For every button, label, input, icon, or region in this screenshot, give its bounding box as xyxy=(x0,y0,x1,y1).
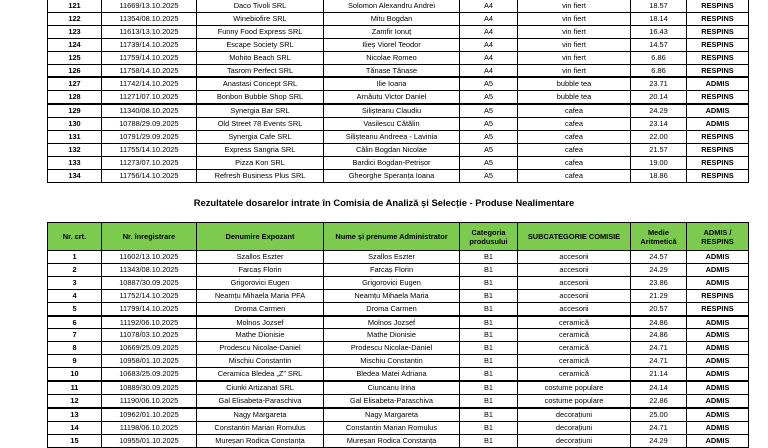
status-cell: ADMIS xyxy=(687,316,749,329)
exhibitor-name-cell: Mathe Dionisie xyxy=(197,329,324,342)
average-score-cell: 20.14 xyxy=(631,91,687,104)
status-cell: ADMIS xyxy=(687,329,749,342)
product-category-cell: B1 xyxy=(460,434,518,447)
row-number-cell: 121 xyxy=(48,0,102,12)
status-cell: RESPINS xyxy=(687,0,749,12)
table-row xyxy=(48,38,749,51)
table-row xyxy=(48,394,749,407)
product-category-cell: A5 xyxy=(460,156,518,169)
exhibitor-name-cell: Tasrom Perfect SRL xyxy=(197,64,324,77)
administrator-name-cell: Constantin Marian Romulus xyxy=(324,421,460,434)
subcategory-cell: decorațiuni xyxy=(518,421,631,434)
administrator-name-cell: Arnăutu Victor Daniel xyxy=(324,91,460,104)
administrator-name-cell: Mitu Bogdan xyxy=(324,12,460,25)
status-cell: ADMIS xyxy=(687,276,749,289)
status-cell: ADMIS xyxy=(687,77,749,90)
registration-number-cell: 11343/08.10.2025 xyxy=(102,263,197,276)
table-row xyxy=(48,25,749,38)
row-number-cell: 13 xyxy=(48,408,102,421)
product-category-cell: A5 xyxy=(460,169,518,182)
administrator-name-cell: Grigorovici Eugen xyxy=(324,276,460,289)
table-row xyxy=(48,289,749,302)
table-row xyxy=(48,276,749,289)
exhibitor-name-cell: Szallos Eszter xyxy=(197,251,324,264)
administrator-name-cell: Zamfir Ionuț xyxy=(324,25,460,38)
product-category-cell: A5 xyxy=(460,77,518,90)
row-number-cell: 7 xyxy=(48,329,102,342)
table-row xyxy=(48,381,749,394)
status-cell: RESPINS xyxy=(687,51,749,64)
average-score-cell: 18.57 xyxy=(631,0,687,12)
subcategory-cell: vin fiert xyxy=(518,12,631,25)
row-number-cell: 10 xyxy=(48,368,102,381)
row-number-cell: 130 xyxy=(48,118,102,131)
administrator-name-cell: Nagy Margareta xyxy=(324,408,460,421)
exhibitor-name-cell: Express Sangria SRL xyxy=(197,143,324,156)
results-table-nonfood xyxy=(47,222,749,448)
table-row xyxy=(48,64,749,77)
exhibitor-name-cell: Grigorovici Eugen xyxy=(197,276,324,289)
average-score-cell: 6.86 xyxy=(631,64,687,77)
status-cell: ADMIS xyxy=(687,381,749,394)
average-score-cell: 21.29 xyxy=(631,289,687,302)
exhibitor-name-cell: Constantin Marian Romulus xyxy=(197,421,324,434)
section-caption: Rezultatele dosarelor intrate în Comisia de Analiză și Selecție - Produse Nealimentare xyxy=(193,197,575,208)
header-nr: Nr. crt. xyxy=(48,223,102,251)
administrator-name-cell: Tănase Tănase xyxy=(324,64,460,77)
subcategory-cell: cafea xyxy=(518,131,631,144)
product-category-cell: A4 xyxy=(460,64,518,77)
average-score-cell: 18.86 xyxy=(631,169,687,182)
status-cell: RESPINS xyxy=(687,302,749,315)
administrator-name-cell: Farcaș Florin xyxy=(324,263,460,276)
average-score-cell: 24.71 xyxy=(631,355,687,368)
subcategory-cell: ceramică xyxy=(518,316,631,329)
exhibitor-name-cell: Molnos Jozsef xyxy=(197,316,324,329)
status-cell: RESPINS xyxy=(687,91,749,104)
administrator-name-cell: Siliștеanu Andreea - Lavinia xyxy=(324,131,460,144)
average-score-cell: 20.57 xyxy=(631,302,687,315)
registration-number-cell: 10887/30.09.2025 xyxy=(102,276,197,289)
subcategory-cell: vin fiert xyxy=(518,38,631,51)
subcategory-cell: cafea xyxy=(518,169,631,182)
row-number-cell: 124 xyxy=(48,38,102,51)
header-average: Medie Aritmetică xyxy=(631,223,687,251)
row-number-cell: 1 xyxy=(48,251,102,264)
row-number-cell: 129 xyxy=(48,104,102,117)
table-row xyxy=(48,329,749,342)
status-cell: ADMIS xyxy=(687,342,749,355)
status-cell: ADMIS xyxy=(687,368,749,381)
exhibitor-name-cell: Old Street 78 Events SRL xyxy=(197,118,324,131)
exhibitor-name-cell: Farcaș Florin xyxy=(197,263,324,276)
status-cell: RESPINS xyxy=(687,289,749,302)
product-category-cell: A5 xyxy=(460,91,518,104)
product-category-cell: A4 xyxy=(460,0,518,12)
average-score-cell: 23.71 xyxy=(631,77,687,90)
registration-number-cell: 11752/14.10.2025 xyxy=(102,289,197,302)
registration-number-cell: 11340/08.10.2025 xyxy=(102,104,197,117)
product-category-cell: B1 xyxy=(460,329,518,342)
table-row xyxy=(48,302,749,315)
average-score-cell: 23.14 xyxy=(631,118,687,131)
exhibitor-name-cell: Funny Food Express SRL xyxy=(197,25,324,38)
administrator-name-cell: Prodescu Nicolae-Daniel xyxy=(324,342,460,355)
average-score-cell: 22.86 xyxy=(631,394,687,407)
header-exhibitor: Denumire Expozant xyxy=(197,223,324,251)
registration-number-cell: 11190/06.10.2025 xyxy=(102,394,197,407)
table-row xyxy=(48,104,749,117)
administrator-name-cell: Gal Elisabeta-Paraschiva xyxy=(324,394,460,407)
row-number-cell: 131 xyxy=(48,131,102,144)
table-row xyxy=(48,77,749,90)
subcategory-cell: decorațiuni xyxy=(518,434,631,447)
header-administrator: Nume și prenume Administrator xyxy=(324,223,460,251)
registration-number-cell: 11739/14.10.2025 xyxy=(102,38,197,51)
row-number-cell: 128 xyxy=(48,91,102,104)
product-category-cell: A4 xyxy=(460,51,518,64)
header-status: ADMIS / RESPINS xyxy=(687,223,749,251)
product-category-cell: B1 xyxy=(460,263,518,276)
average-score-cell: 19.00 xyxy=(631,156,687,169)
status-cell: RESPINS xyxy=(687,38,749,51)
exhibitor-name-cell: Prodescu Nicolae-Daniel xyxy=(197,342,324,355)
status-cell: RESPINS xyxy=(687,12,749,25)
administrator-name-cell: Ilieș Viorel Teodor xyxy=(324,38,460,51)
average-score-cell: 21.57 xyxy=(631,143,687,156)
table-row xyxy=(48,118,749,131)
table-row xyxy=(48,355,749,368)
status-cell: RESPINS xyxy=(687,143,749,156)
registration-number-cell: 10669/25.09.2025 xyxy=(102,342,197,355)
average-score-cell: 24.29 xyxy=(631,434,687,447)
row-number-cell: 9 xyxy=(48,355,102,368)
average-score-cell: 24.14 xyxy=(631,381,687,394)
product-category-cell: A5 xyxy=(460,118,518,131)
administrator-name-cell: Neamțu Mihaela Maria xyxy=(324,289,460,302)
product-category-cell: A5 xyxy=(460,143,518,156)
average-score-cell: 24.86 xyxy=(631,329,687,342)
header-category: Categoria produsului xyxy=(460,223,518,251)
exhibitor-name-cell: Pizza Kon SRL xyxy=(197,156,324,169)
average-score-cell: 23.86 xyxy=(631,276,687,289)
registration-number-cell: 10683/25.09.2025 xyxy=(102,368,197,381)
product-category-cell: B1 xyxy=(460,381,518,394)
administrator-name-cell: Droma Carmen xyxy=(324,302,460,315)
registration-number-cell: 10791/29.09.2025 xyxy=(102,131,197,144)
registration-number-cell: 11669/13.10.2025 xyxy=(102,0,197,12)
row-number-cell: 122 xyxy=(48,12,102,25)
administrator-name-cell: Călin Bogdan Nicolae xyxy=(324,143,460,156)
average-score-cell: 21.14 xyxy=(631,368,687,381)
administrator-name-cell: Molnos Jozsef xyxy=(324,316,460,329)
subcategory-cell: accesorii xyxy=(518,276,631,289)
product-category-cell: A4 xyxy=(460,25,518,38)
row-number-cell: 123 xyxy=(48,25,102,38)
subcategory-cell: accesorii xyxy=(518,302,631,315)
product-category-cell: B1 xyxy=(460,368,518,381)
product-category-cell: A5 xyxy=(460,104,518,117)
status-cell: ADMIS xyxy=(687,434,749,447)
product-category-cell: B1 xyxy=(460,302,518,315)
administrator-name-cell: Bardici Bogdan-Petrișor xyxy=(324,156,460,169)
product-category-cell: B1 xyxy=(460,408,518,421)
row-number-cell: 133 xyxy=(48,156,102,169)
table-row xyxy=(48,368,749,381)
status-cell: RESPINS xyxy=(687,156,749,169)
exhibitor-name-cell: Daco Tivoli SRL xyxy=(197,0,324,12)
subcategory-cell: ceramică xyxy=(518,342,631,355)
exhibitor-name-cell: Mischiu Constantin xyxy=(197,355,324,368)
subcategory-cell: ceramică xyxy=(518,329,631,342)
subcategory-cell: vin fiert xyxy=(518,0,631,12)
registration-number-cell: 10962/01.10.2025 xyxy=(102,408,197,421)
subcategory-cell: vin fiert xyxy=(518,25,631,38)
administrator-name-cell: Nicolae Romeo xyxy=(324,51,460,64)
subcategory-cell: cafea xyxy=(518,104,631,117)
row-number-cell: 3 xyxy=(48,276,102,289)
row-number-cell: 125 xyxy=(48,51,102,64)
registration-number-cell: 10889/30.09.2025 xyxy=(102,381,197,394)
table-row xyxy=(48,263,749,276)
subcategory-cell: costume populare xyxy=(518,381,631,394)
subcategory-cell: vin fiert xyxy=(518,51,631,64)
registration-number-cell: 11198/06.10.2025 xyxy=(102,421,197,434)
row-number-cell: 6 xyxy=(48,316,102,329)
table-row xyxy=(48,156,749,169)
registration-number-cell: 11354/08.10.2025 xyxy=(102,12,197,25)
table-row xyxy=(48,169,749,182)
subcategory-cell: cafea xyxy=(518,143,631,156)
average-score-cell: 25.00 xyxy=(631,408,687,421)
administrator-name-cell: Ciuncanu Irina xyxy=(324,381,460,394)
subcategory-cell: bubble tea xyxy=(518,91,631,104)
product-category-cell: B1 xyxy=(460,316,518,329)
status-cell: RESPINS xyxy=(687,169,749,182)
product-category-cell: B1 xyxy=(460,394,518,407)
registration-number-cell: 11759/14.10.2025 xyxy=(102,51,197,64)
administrator-name-cell: Mathe Dionisie xyxy=(324,329,460,342)
registration-number-cell: 11078/03.10.2025 xyxy=(102,329,197,342)
status-cell: ADMIS xyxy=(687,355,749,368)
status-cell: ADMIS xyxy=(687,251,749,264)
product-category-cell: B1 xyxy=(460,276,518,289)
administrator-name-cell: Mischiu Constantin xyxy=(324,355,460,368)
exhibitor-name-cell: Anastasi Concept SRL xyxy=(197,77,324,90)
average-score-cell: 18.14 xyxy=(631,12,687,25)
registration-number-cell: 10788/29.09.2025 xyxy=(102,118,197,131)
row-number-cell: 4 xyxy=(48,289,102,302)
average-score-cell: 24.71 xyxy=(631,342,687,355)
table-row xyxy=(48,0,749,12)
table-row xyxy=(48,342,749,355)
registration-number-cell: 10955/01.10.2025 xyxy=(102,434,197,447)
row-number-cell: 11 xyxy=(48,381,102,394)
status-cell: RESPINS xyxy=(687,25,749,38)
product-category-cell: B1 xyxy=(460,289,518,302)
average-score-cell: 14.57 xyxy=(631,38,687,51)
row-number-cell: 12 xyxy=(48,394,102,407)
exhibitor-name-cell: Ceramica Bledea „Z” SRL xyxy=(197,368,324,381)
average-score-cell: 24.86 xyxy=(631,316,687,329)
status-cell: ADMIS xyxy=(687,408,749,421)
row-number-cell: 2 xyxy=(48,263,102,276)
status-cell: ADMIS xyxy=(687,421,749,434)
table-header-row xyxy=(48,223,749,251)
average-score-cell: 24.71 xyxy=(631,421,687,434)
administrator-name-cell: Gheorghe Speranța Ioana xyxy=(324,169,460,182)
header-registration: Nr. înregistrare xyxy=(102,223,197,251)
registration-number-cell: 11758/14.10.2025 xyxy=(102,64,197,77)
subcategory-cell: cafea xyxy=(518,156,631,169)
header-subcategory: SUBCATEGORIE COMISIE xyxy=(518,223,631,251)
subcategory-cell: decorațiuni xyxy=(518,408,631,421)
administrator-name-cell: Bledea Matei Adriana xyxy=(324,368,460,381)
results-table-food xyxy=(47,0,749,183)
row-number-cell: 5 xyxy=(48,302,102,315)
subcategory-cell: ceramică xyxy=(518,368,631,381)
table-row xyxy=(48,421,749,434)
administrator-name-cell: Solomon Alexandru Andrei xyxy=(324,0,460,12)
administrator-name-cell: Szallos Eszter xyxy=(324,251,460,264)
registration-number-cell: 11755/14.10.2025 xyxy=(102,143,197,156)
average-score-cell: 22.00 xyxy=(631,131,687,144)
exhibitor-name-cell: Droma Carmen xyxy=(197,302,324,315)
status-cell: ADMIS xyxy=(687,118,749,131)
registration-number-cell: 11192/06.10.2025 xyxy=(102,316,197,329)
subcategory-cell: accesorii xyxy=(518,289,631,302)
row-number-cell: 15 xyxy=(48,434,102,447)
table-row xyxy=(48,12,749,25)
subcategory-cell: ceramică xyxy=(518,355,631,368)
row-number-cell: 126 xyxy=(48,64,102,77)
registration-number-cell: 11742/14.10.2025 xyxy=(102,77,197,90)
row-number-cell: 8 xyxy=(48,342,102,355)
table-row xyxy=(48,131,749,144)
exhibitor-name-cell: Mureșan Rodica Constanța xyxy=(197,434,324,447)
registration-number-cell: 11756/14.10.2025 xyxy=(102,169,197,182)
exhibitor-name-cell: Neamțu Mihaela Maria PFA xyxy=(197,289,324,302)
registration-number-cell: 11799/14.10.2025 xyxy=(102,302,197,315)
exhibitor-name-cell: Refresh Business Plus SRL xyxy=(197,169,324,182)
subcategory-cell: costume populare xyxy=(518,394,631,407)
subcategory-cell: vin fiert xyxy=(518,64,631,77)
exhibitor-name-cell: Gal Elisabeta-Paraschiva xyxy=(197,394,324,407)
status-cell: ADMIS xyxy=(687,263,749,276)
average-score-cell: 24.57 xyxy=(631,251,687,264)
exhibitor-name-cell: Winebiofire SRL xyxy=(197,12,324,25)
subcategory-cell: accesorii xyxy=(518,263,631,276)
status-cell: ADMIS xyxy=(687,104,749,117)
subcategory-cell: bubble tea xyxy=(518,77,631,90)
administrator-name-cell: Ilie Ioana xyxy=(324,77,460,90)
product-category-cell: A5 xyxy=(460,131,518,144)
table-row xyxy=(48,91,749,104)
product-category-cell: A4 xyxy=(460,38,518,51)
table-row xyxy=(48,51,749,64)
registration-number-cell: 11602/13.10.2025 xyxy=(102,251,197,264)
exhibitor-name-cell: Bonbon Bubble Shop SRL xyxy=(197,91,324,104)
exhibitor-name-cell: Nagy Margareta xyxy=(197,408,324,421)
exhibitor-name-cell: Ciunki Artizanat SRL xyxy=(197,381,324,394)
exhibitor-name-cell: Synergia Bar SRL xyxy=(197,104,324,117)
average-score-cell: 24.29 xyxy=(631,263,687,276)
table-row xyxy=(48,143,749,156)
exhibitor-name-cell: Escape Society SRL xyxy=(197,38,324,51)
row-number-cell: 132 xyxy=(48,143,102,156)
row-number-cell: 134 xyxy=(48,169,102,182)
registration-number-cell: 11613/13.10.2025 xyxy=(102,25,197,38)
row-number-cell: 14 xyxy=(48,421,102,434)
subcategory-cell: accesorii xyxy=(518,251,631,264)
product-category-cell: B1 xyxy=(460,251,518,264)
table-row xyxy=(48,251,749,264)
exhibitor-name-cell: Synergia Cafe SRL xyxy=(197,131,324,144)
average-score-cell: 16.43 xyxy=(631,25,687,38)
administrator-name-cell: Siliștеanu Claudiu xyxy=(324,104,460,117)
row-number-cell: 127 xyxy=(48,77,102,90)
exhibitor-name-cell: Mohito Beach SRL xyxy=(197,51,324,64)
product-category-cell: B1 xyxy=(460,355,518,368)
average-score-cell: 6.86 xyxy=(631,51,687,64)
product-category-cell: A4 xyxy=(460,12,518,25)
status-cell: RESPINS xyxy=(687,64,749,77)
average-score-cell: 24.29 xyxy=(631,104,687,117)
registration-number-cell: 11271/07.10.2025 xyxy=(102,91,197,104)
subcategory-cell: cafea xyxy=(518,118,631,131)
registration-number-cell: 11273/07.10.2025 xyxy=(102,156,197,169)
status-cell: ADMIS xyxy=(687,394,749,407)
administrator-name-cell: Mureșan Rodica Constanța xyxy=(324,434,460,447)
table-row xyxy=(48,316,749,329)
status-cell: RESPINS xyxy=(687,131,749,144)
table-row xyxy=(48,434,749,447)
administrator-name-cell: Vasilescu Cătălin xyxy=(324,118,460,131)
registration-number-cell: 10958/01.10.2025 xyxy=(102,355,197,368)
product-category-cell: B1 xyxy=(460,421,518,434)
table-row xyxy=(48,408,749,421)
product-category-cell: B1 xyxy=(460,342,518,355)
